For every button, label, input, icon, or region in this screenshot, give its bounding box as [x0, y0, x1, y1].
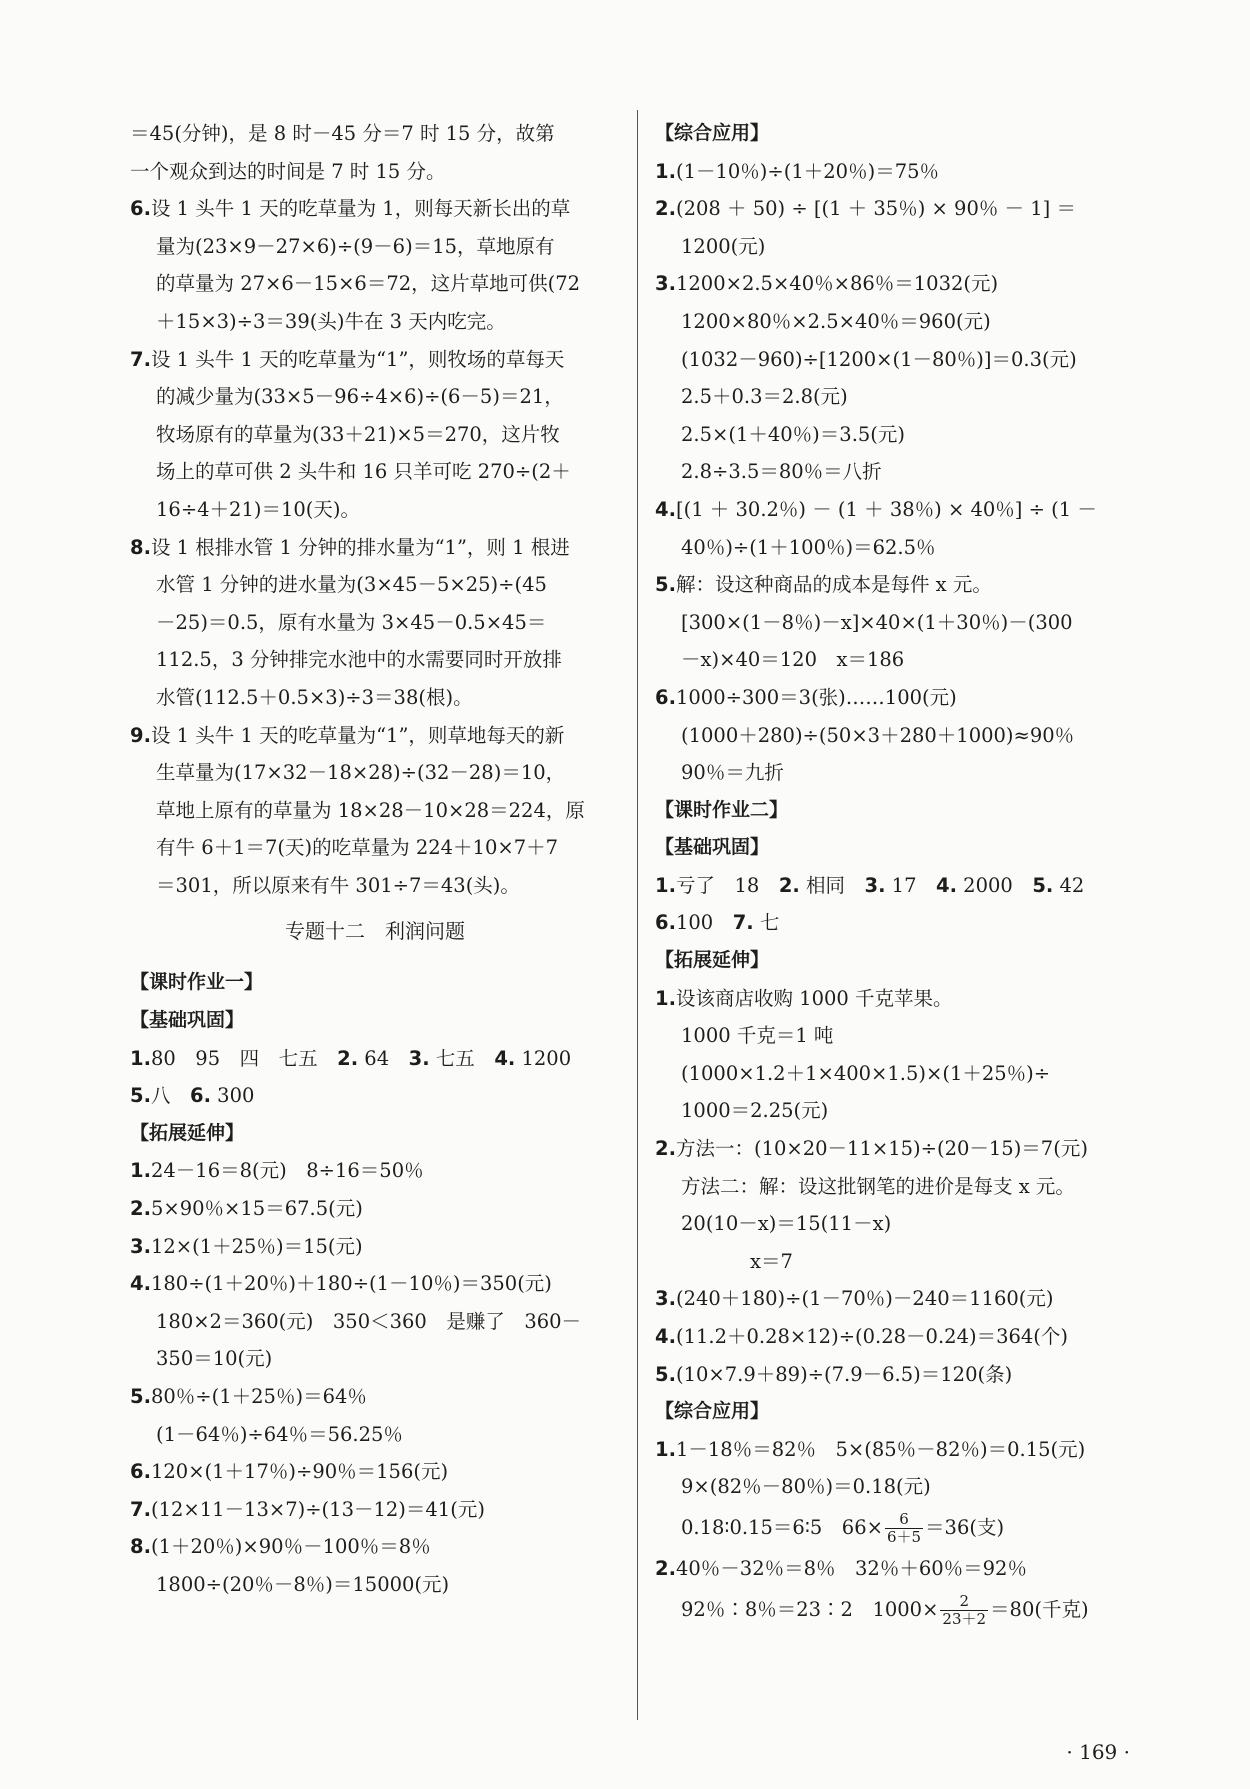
item-text: 相同 [799, 873, 865, 897]
item-number: 3. [130, 1234, 151, 1258]
fraction-numerator: 2 [940, 1593, 988, 1611]
heading-extend: 【拓展延伸】 [130, 1121, 245, 1144]
text-line: 2.5＋0.3＝2.8(元) [681, 385, 848, 409]
item-text: (1－10％)÷(1＋20％)＝75％ [675, 159, 940, 183]
text-line [655, 190, 1155, 228]
item-number: 1. [130, 1159, 151, 1183]
item-number: 4. [655, 1325, 676, 1348]
item-text: (208 ＋ 50) ÷ [(1 ＋ 35％) × 90％ － 1] ＝ [675, 197, 1076, 221]
text-line [130, 1152, 620, 1190]
text-line [130, 1378, 620, 1416]
item-number: 6. [130, 197, 151, 221]
item-text: (11.2＋0.28×12)÷(0.28－0.24)＝364(个) [675, 1325, 1069, 1348]
item-number: 4. [655, 497, 676, 521]
text-line: 1800÷(20％－8％)＝15000(元) [156, 1572, 450, 1596]
text-line [655, 904, 1155, 942]
item-text: 120×(1＋17％)÷90％＝156(元) [150, 1460, 449, 1484]
item-text: 180÷(1＋20％)＋180÷(1－10％)＝350(元) [150, 1272, 552, 1296]
item-text: 八 [150, 1084, 190, 1108]
section-title: 专题十二 利润问题 [285, 919, 465, 944]
text-line: 1000 千克＝1 吨 [681, 1024, 834, 1048]
item-text: 七五 [429, 1046, 495, 1070]
text-line: 1000＝2.25(元) [681, 1099, 829, 1123]
item-text: 1200 [515, 1046, 572, 1070]
item-number: 2. [130, 1197, 151, 1221]
item-text: 40％－32％＝8％ 32％＋60％＝92％ [675, 1556, 1027, 1580]
item-text: 0.18∶0.15＝6∶5 66× [681, 1515, 883, 1539]
text-line: (1000×1.2＋1×400×1.5)×(1＋25％)÷ [681, 1061, 1051, 1085]
text-line [655, 679, 1155, 717]
text-line: ＝45(分钟)，是 8 时－45 分＝7 时 15 分，故第 [130, 122, 555, 145]
item-text: 17 [885, 873, 936, 897]
heading-basic-2: 【基础巩固】 [655, 836, 770, 859]
item-text: 设 1 头牛 1 天的吃草量为“1”，则草地每天的新 [150, 723, 565, 747]
item-number: 2. [655, 1137, 676, 1161]
text-line: 一个观众到达的时间是 7 时 15 分。 [130, 159, 446, 183]
item-number: 7. [130, 1497, 151, 1521]
text-line: 20(10－x)＝15(11－x) [681, 1212, 892, 1236]
text-line [655, 566, 1155, 604]
item-text: 设 1 头牛 1 天的吃草量为“1”，则牧场的草每天 [150, 347, 565, 371]
item-number: 1. [655, 1437, 676, 1461]
item-number: 1. [130, 1046, 151, 1070]
text-line [130, 1228, 620, 1266]
text-line [655, 1506, 1155, 1550]
text-line: (1032－960)÷[1200×(1－80％)]＝0.3(元) [681, 347, 1077, 371]
text-line [130, 717, 620, 755]
item-number: 3. [408, 1046, 430, 1070]
text-line [655, 1356, 1155, 1394]
item-text: 12×(1＋25％)＝15(元) [150, 1234, 363, 1258]
text-line [130, 190, 620, 228]
item-text: ＝80(千克) [990, 1597, 1089, 1621]
text-line: 方法二：解：设这批钢笔的进价是每支 x 元。 [681, 1174, 1075, 1198]
text-line [655, 265, 1155, 303]
text-line: 场上的草可供 2 头牛和 16 只羊可吃 270÷(2＋ [156, 460, 571, 484]
item-text: 解：设这种商品的成本是每件 x 元。 [675, 573, 992, 597]
text-line: 180×2＝360(元) 350＜360 是赚了 360－ [156, 1309, 582, 1333]
heading-lesson-2: 【课时作业二】 [655, 798, 789, 821]
item-text: 24－16＝8(元) 8÷16＝50％ [150, 1159, 424, 1183]
text-line: 牧场原有的草量为(33＋21)×5＝270，这片牧 [156, 422, 560, 446]
heading-apply-2: 【综合应用】 [655, 1400, 770, 1423]
text-line: 1200(元) [681, 234, 766, 258]
item-text: (240＋180)÷(1－70％)－240＝1160(元) [675, 1287, 1054, 1311]
text-line [655, 867, 1155, 905]
item-text: 80 95 四 七五 [150, 1046, 338, 1070]
item-number: 7. [732, 911, 754, 935]
text-line: 草地上原有的草量为 18×28－10×28＝224，原 [156, 798, 585, 822]
item-number: 8. [130, 1535, 151, 1559]
text-line: 有牛 6＋1＝7(天)的吃草量为 224＋10×7＋7 [156, 836, 559, 860]
text-line [130, 1265, 620, 1303]
item-text: (12×11－13×7)÷(13－12)＝41(元) [150, 1497, 485, 1521]
item-number: 2. [655, 1556, 676, 1580]
text-line: x＝7 [750, 1249, 793, 1273]
text-line: 水管 1 分钟的进水量为(3×45－5×25)÷(45 [156, 573, 547, 597]
text-line [130, 1040, 620, 1078]
text-line: 水管(112.5＋0.5×3)÷3＝38(根)。 [156, 685, 473, 709]
item-number: 4. [130, 1272, 151, 1296]
item-text: 300 [210, 1084, 255, 1108]
text-line [130, 341, 620, 379]
item-number: 5. [130, 1385, 151, 1408]
text-line: 的草量为 27×6－15×6＝72，这片草地可供(72 [156, 272, 581, 296]
item-number: 6. [655, 685, 676, 709]
text-line [655, 1431, 1155, 1469]
text-line [655, 1130, 1155, 1168]
item-text: ＝36(支) [925, 1515, 1005, 1539]
text-line [130, 529, 620, 567]
text-line: (1－64％)÷64％＝56.25％ [156, 1422, 403, 1446]
item-text: 设 1 根排水管 1 分钟的排水量为“1”，则 1 根进 [150, 535, 570, 559]
item-text: (10×7.9＋89)÷(7.9－6.5)＝120(条) [675, 1362, 1013, 1386]
text-line [130, 1528, 620, 1566]
item-text: 1－18％＝82％ 5×(85％－82％)＝0.15(元) [675, 1437, 1086, 1461]
text-line: (1000＋280)÷(50×3＋280＋1000)≈90％ [681, 723, 1075, 747]
item-number: 6. [130, 1460, 151, 1484]
text-line: 90％＝九折 [681, 761, 784, 785]
item-number: 5. [655, 573, 676, 597]
fraction [940, 1593, 988, 1628]
text-line [655, 491, 1155, 529]
item-number: 6. [655, 911, 676, 935]
text-line [655, 153, 1155, 191]
text-line: 9×(82％－80％)＝0.18(元) [681, 1475, 931, 1499]
item-number: 3. [864, 873, 886, 897]
item-text: 七 [753, 911, 780, 935]
item-text: 42 [1053, 873, 1085, 897]
right-column [655, 115, 1155, 1632]
text-line: 的减少量为(33×5－96÷4×6)÷(6－5)＝21， [156, 385, 564, 409]
item-number: 4. [936, 873, 957, 897]
heading-extend-2: 【拓展延伸】 [655, 949, 770, 972]
fraction-denominator: 6＋5 [886, 1527, 922, 1546]
item-text: 1000÷300＝3(张)……100(元) [675, 685, 957, 709]
text-line: 生草量为(17×32－18×28)÷(32－28)＝10， [156, 761, 566, 785]
left-column [130, 115, 620, 1604]
text-line: －25)＝0.5，原有水量为 3×45－0.5×45＝ [156, 610, 547, 634]
item-number: 2. [337, 1046, 359, 1070]
item-text: (1＋20％)×90％－100％＝8％ [150, 1535, 431, 1559]
item-number: 1. [655, 159, 676, 183]
text-line: [300×(1－8％)－x]×40×(1＋30％)－(300 [681, 610, 1073, 634]
text-line: ＝301，所以原来有牛 301÷7＝43(头)。 [156, 873, 520, 897]
item-text: 64 [358, 1046, 409, 1070]
item-number: 8. [130, 535, 151, 559]
column-divider [637, 110, 638, 1720]
text-line: 350＝10(元) [156, 1347, 273, 1371]
text-line [130, 1453, 620, 1491]
item-text: [(1 ＋ 30.2％) － (1 ＋ 38％) × 40％] ÷ (1 － [675, 497, 1097, 521]
text-line [655, 1550, 1155, 1588]
text-line: 量为(23×9－27×6)÷(9－6)＝15，草地原有 [156, 234, 555, 258]
fraction-denominator: 23＋2 [942, 1609, 987, 1628]
text-line: －x)×40＝120 x＝186 [681, 648, 905, 672]
item-number: 9. [130, 723, 151, 747]
text-line: 112.5，3 分钟排完水池中的水需要同时开放排 [156, 648, 562, 672]
text-line: 40％)÷(1＋100％)＝62.5％ [681, 535, 936, 559]
item-text: 方法一：(10×20－11×15)÷(20－15)＝7(元) [675, 1137, 1088, 1161]
heading-lesson-1: 【课时作业一】 [130, 971, 264, 994]
text-line [655, 1588, 1155, 1632]
item-text: 亏了 18 [675, 873, 779, 897]
text-line: 16÷4＋21)＝10(天)。 [156, 497, 361, 521]
text-line [130, 1491, 620, 1529]
item-number: 7. [130, 347, 151, 371]
item-text: 92％∶8％＝23∶2 1000× [681, 1597, 939, 1621]
fraction [885, 1511, 923, 1546]
text-line [655, 1318, 1155, 1356]
page-number: · 169 · [1066, 1740, 1130, 1764]
fraction-numerator: 6 [885, 1511, 923, 1529]
item-text: 2000 [956, 873, 1033, 897]
item-number: 2. [778, 873, 800, 897]
item-text: 100 [675, 911, 733, 935]
text-line: 2.8÷3.5＝80％＝八折 [681, 460, 882, 484]
heading-basic: 【基础巩固】 [130, 1009, 245, 1032]
text-line [655, 980, 1155, 1018]
item-text: 1200×2.5×40％×86％＝1032(元) [675, 272, 999, 296]
item-number: 4. [494, 1046, 516, 1070]
item-number: 6. [190, 1084, 211, 1108]
text-line [130, 1190, 620, 1228]
item-number: 5. [655, 1362, 676, 1386]
text-line [655, 1280, 1155, 1318]
item-text: 设该商店收购 1000 千克苹果。 [675, 986, 953, 1010]
text-line: 1200×80％×2.5×40％＝960(元) [681, 309, 991, 333]
text-line: 2.5×(1＋40％)＝3.5(元) [681, 422, 906, 446]
text-line: ＋15×3)÷3＝39(头)牛在 3 天内吃完。 [156, 309, 506, 333]
text-line [130, 1077, 620, 1115]
item-number: 5. [130, 1084, 151, 1108]
item-number: 2. [655, 197, 676, 221]
item-text: 设 1 头牛 1 天的吃草量为 1，则每天新长出的草 [150, 197, 571, 221]
item-number: 5. [1032, 873, 1054, 897]
item-number: 1. [655, 873, 676, 897]
item-text: 80％÷(1＋25％)＝64％ [150, 1385, 367, 1408]
item-number: 1. [655, 986, 676, 1010]
heading-apply: 【综合应用】 [655, 122, 770, 144]
item-number: 3. [655, 1287, 676, 1311]
item-text: 5×90％×15＝67.5(元) [150, 1197, 363, 1221]
item-number: 3. [655, 272, 676, 296]
